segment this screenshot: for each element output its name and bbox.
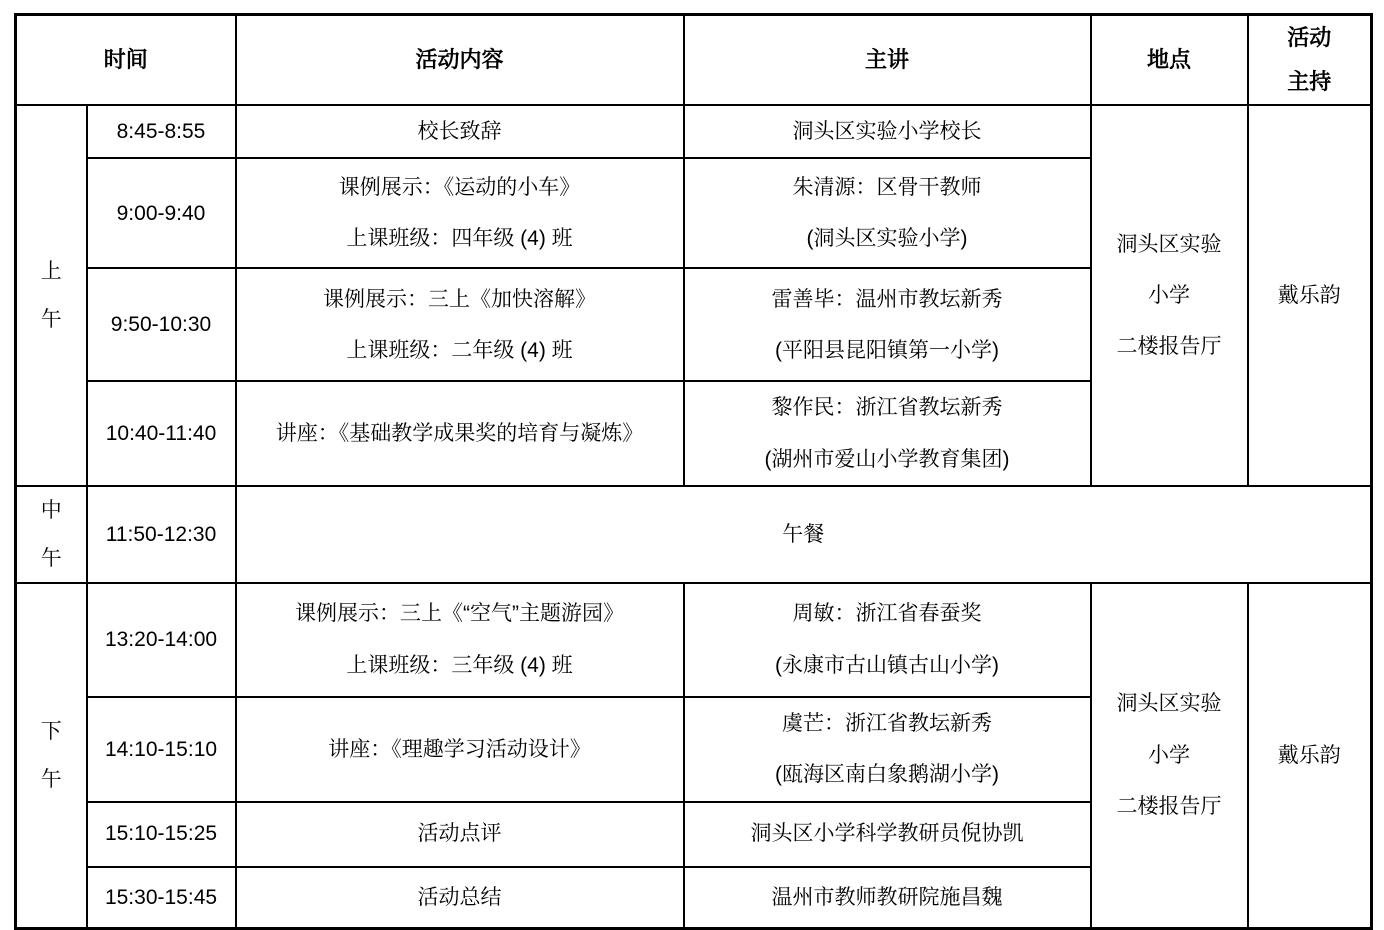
speaker-line: (平阳县昆阳镇第一小学) [775, 338, 1000, 362]
header-time: 时间 [16, 15, 236, 106]
speaker-cell: 温州市教师教研院施昌魏 [684, 867, 1091, 929]
period-cell-afternoon [16, 583, 87, 929]
location-line: 小学 [1148, 283, 1191, 307]
speaker-cell: 洞头区实验小学校长 [684, 105, 1091, 158]
speaker-cell [684, 697, 1091, 802]
location-cell-morning [1091, 105, 1248, 486]
time-cell: 10:40-11:40 [87, 381, 236, 486]
speaker-line: (洞头区实验小学) [806, 227, 968, 251]
header-row [16, 15, 1372, 106]
location-line: 二楼报告厅 [1116, 335, 1222, 359]
location-line: 洞头区实验 [1116, 232, 1222, 256]
speaker-cell [684, 381, 1091, 486]
content-cell: 活动点评 [236, 802, 684, 867]
content-cell [236, 268, 684, 381]
period-char: 中 [40, 499, 62, 523]
content-cell: 活动总结 [236, 867, 684, 929]
table-row [16, 583, 1372, 697]
content-cell: 讲座：《基础教学成果奖的培育与凝炼》 [236, 381, 684, 486]
content-line: 上课班级：四年级 (4) 班 [346, 227, 573, 251]
content-line: 课例展示：三上《“空气”主题游园》 [295, 602, 625, 626]
speaker-cell: 洞头区小学科学教研员倪协凯 [684, 802, 1091, 867]
speaker-cell [684, 268, 1091, 381]
speaker-line: (湖州市爱山小学教育集团) [764, 447, 1010, 471]
time-cell: 13:20-14:00 [87, 583, 236, 697]
lunch-cell: 午餐 [236, 486, 1372, 583]
time-cell: 9:00-9:40 [87, 158, 236, 268]
content-cell [236, 583, 684, 697]
speaker-line: 朱清源：区骨干教师 [792, 176, 982, 199]
content-cell: 讲座：《理趣学习活动设计》 [236, 697, 684, 802]
content-cell [236, 158, 684, 268]
speaker-line: 黎作民：浙江省教坛新秀 [771, 396, 1003, 420]
content-line: 课例展示：《运动的小车》 [338, 176, 581, 199]
period-cell-morning [16, 105, 87, 486]
period-char: 午 [40, 546, 62, 570]
speaker-line: 周敏：浙江省春蚕奖 [792, 602, 982, 626]
time-cell: 14:10-15:10 [87, 697, 236, 802]
period-cell-noon [16, 486, 87, 583]
speaker-line: (永康市古山镇古山小学) [775, 653, 1000, 677]
table-row [16, 486, 1372, 583]
location-line: 小学 [1148, 743, 1191, 767]
host-cell-afternoon: 戴乐韵 [1248, 583, 1372, 929]
time-cell: 11:50-12:30 [87, 486, 236, 583]
header-location: 地点 [1091, 15, 1248, 106]
speaker-cell [684, 158, 1091, 268]
header-speaker: 主讲 [684, 15, 1091, 106]
content-cell: 校长致辞 [236, 105, 684, 158]
header-content: 活动内容 [236, 15, 684, 106]
speaker-line: 虞芒：浙江省教坛新秀 [782, 711, 993, 735]
content-line: 课例展示：三上《加快溶解》 [323, 287, 597, 311]
header-host [1248, 15, 1372, 106]
location-cell-afternoon [1091, 583, 1248, 929]
table-row [16, 105, 1372, 158]
period-char: 下 [40, 720, 62, 744]
header-host-line1: 活动 [1287, 25, 1332, 50]
period-char: 午 [40, 767, 62, 791]
period-char: 上 [40, 260, 62, 284]
content-line: 上课班级：三年级 (4) 班 [346, 653, 573, 677]
host-cell-morning: 戴乐韵 [1248, 105, 1372, 486]
location-line: 洞头区实验 [1116, 692, 1222, 716]
content-line: 上课班级：二年级 (4) 班 [346, 338, 573, 362]
time-cell: 8:45-8:55 [87, 105, 236, 158]
location-line: 二楼报告厅 [1116, 795, 1222, 819]
speaker-line: 雷善毕：温州市教坛新秀 [771, 287, 1003, 311]
speaker-cell [684, 583, 1091, 697]
period-char: 午 [40, 307, 62, 331]
time-cell: 15:10-15:25 [87, 802, 236, 867]
speaker-line: (瓯海区南白象鹅湖小学) [775, 763, 1000, 787]
time-cell: 15:30-15:45 [87, 867, 236, 929]
time-cell: 9:50-10:30 [87, 268, 236, 381]
header-host-line2: 主持 [1287, 69, 1332, 94]
schedule-table [14, 13, 1373, 930]
